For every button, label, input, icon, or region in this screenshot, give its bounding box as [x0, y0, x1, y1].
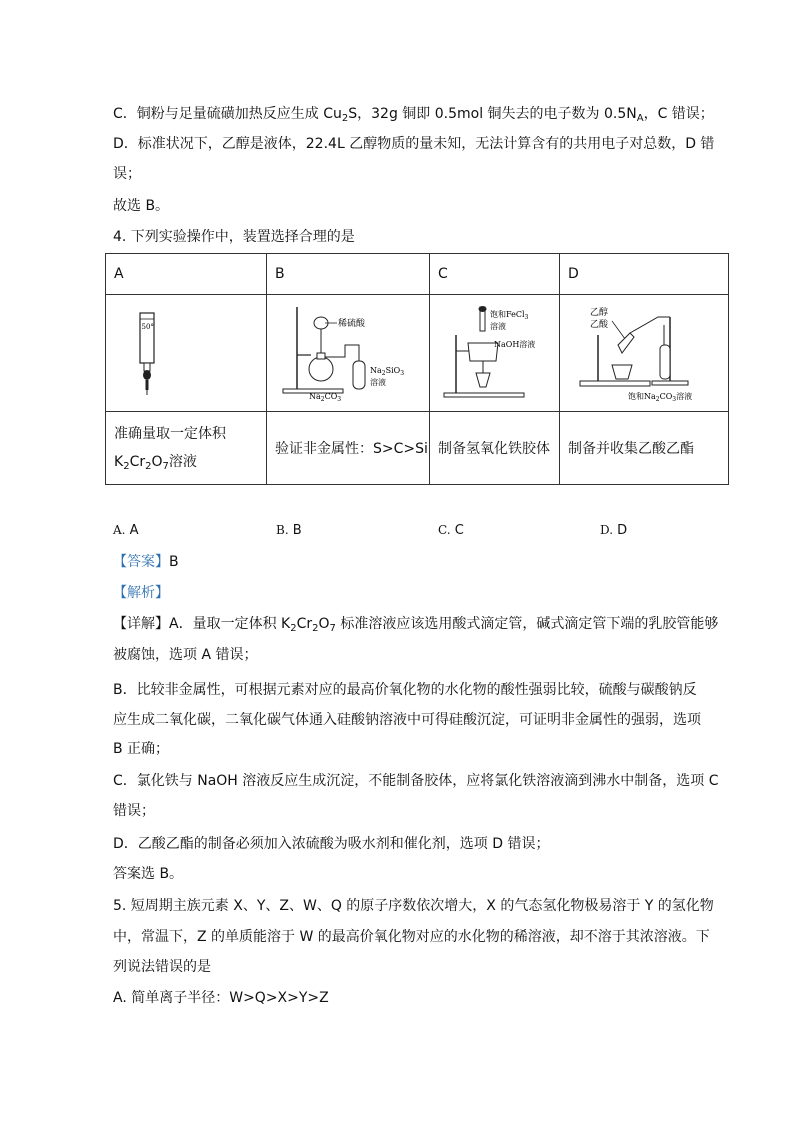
question-5-line1: 5. 短周期主族元素 X、Y、Z、W、Q 的原子序数依次增大，X 的气态氢化物极易溶于 Y 的氢化物	[113, 898, 714, 914]
answer-label: 【答案】	[113, 554, 169, 570]
analysis-label: 【解析】	[113, 585, 169, 601]
label-na2co3: $Na_2CO_3$	[309, 392, 342, 403]
option-c[interactable]: C. C	[438, 523, 464, 538]
burette-mark: 50°	[141, 323, 154, 331]
question-5-option-a[interactable]: A. 简单离子半径：W>Q>X>Y>Z	[113, 990, 329, 1006]
header-b: B	[267, 254, 430, 295]
label-dilute-h2so4: 稀硫酸	[338, 319, 366, 329]
detail-b-line3: B 正确；	[113, 741, 170, 757]
prev-option-c: C．铜粉与足量硫磺加热反应生成 $Cu_2S$，32g 铜即 0.5mol 铜失去的电子数为 $0.5N_A$，C 错误；	[113, 106, 714, 124]
answer-line	[113, 552, 179, 572]
detail-c-line2: 错误；	[113, 803, 155, 819]
question-5-line2: 中，常温下，Z 的单质能溶于 W 的最高价氧化物对应的水化物的稀溶液，却不溶于其浓溶液。下	[113, 929, 710, 945]
label-solution: 溶液	[370, 378, 386, 387]
detail-b-line1: B．比较非金属性，可根据元素对应的最高价氧化物的水化物的酸性强弱比较，硫酸与碳酸钠反	[113, 682, 697, 698]
question-4-stem: 4. 下列实验操作中，装置选择合理的是	[113, 229, 355, 245]
label-sat-na2co3: 饱和$Na_2CO_3$溶液	[628, 392, 693, 403]
detail-a-line2: 被腐蚀，选项 A 错误；	[113, 647, 258, 663]
label-naoh: NaOH溶液	[494, 340, 536, 349]
detail-c-line1: C．氯化铁与 NaOH 溶液反应生成沉淀，不能制备胶体，应将氯化铁溶液滴到沸水中制备，选项 C	[113, 773, 719, 789]
acidity-apparatus-diagram	[275, 295, 429, 407]
detail-label: 【详解】	[113, 616, 169, 632]
colloid-apparatus-diagram	[438, 295, 559, 407]
detail-d: D．乙酸乙酯的制备必须加入浓硫酸为吸水剂和催化剂，选项 D 错误；	[113, 836, 550, 852]
desc-a: 准确量取一定体积 $K_2Cr_2O_7$溶液	[106, 412, 267, 485]
answer-value: B	[169, 554, 179, 570]
apparatus-a-image	[106, 295, 267, 412]
option-a[interactable]: A. A	[113, 523, 139, 538]
apparatus-d-image	[560, 295, 729, 412]
desc-b: 验证非金属性：S>C>Si	[267, 412, 430, 485]
prev-option-d-line1: D．标准状况下，乙醇是液体，22.4L 乙醇物质的量未知，无法计算含有的共用电子对总数，D 错	[113, 136, 715, 152]
label-na2sio3: $Na_2SiO_3$	[370, 366, 405, 377]
option-d[interactable]: D. D	[600, 523, 628, 538]
label-ethanol: 乙醇	[590, 308, 609, 318]
option-b[interactable]: B. B	[276, 523, 302, 538]
burette-diagram	[114, 295, 266, 407]
header-c: C	[430, 254, 560, 295]
final-answer: 答案选 B。	[113, 866, 184, 882]
prev-conclusion: 故选 B。	[113, 198, 170, 214]
label-fecl3: 饱和FeCl$_3$	[490, 310, 529, 321]
header-d: D	[560, 254, 729, 295]
label-acetic-acid: 乙酸	[590, 320, 609, 330]
question-5-line3: 列说法错误的是	[113, 959, 211, 975]
header-a: A	[106, 254, 267, 295]
detail-b-line2: 应生成二氧化碳，二氧化碳气体通入硅酸钠溶液中可得硅酸沉淀，可证明非金属性的强弱，选项	[113, 712, 701, 728]
label-c-solution: 溶液	[490, 322, 506, 331]
prev-option-d-line2: 误；	[113, 166, 141, 182]
detail-a-line1: 【详解】A．量取一定体积 $K_2Cr_2O_7$ 标准溶液应该选用酸式滴定管，碱式滴定管下端的乳胶管能够	[113, 616, 719, 634]
desc-c: 制备氢氧化铁胶体	[430, 412, 560, 485]
apparatus-c-image	[430, 295, 560, 412]
apparatus-table	[105, 253, 729, 485]
desc-d: 制备并收集乙酸乙酯	[560, 412, 729, 485]
apparatus-b-image	[267, 295, 430, 412]
ester-apparatus-diagram	[568, 295, 728, 407]
